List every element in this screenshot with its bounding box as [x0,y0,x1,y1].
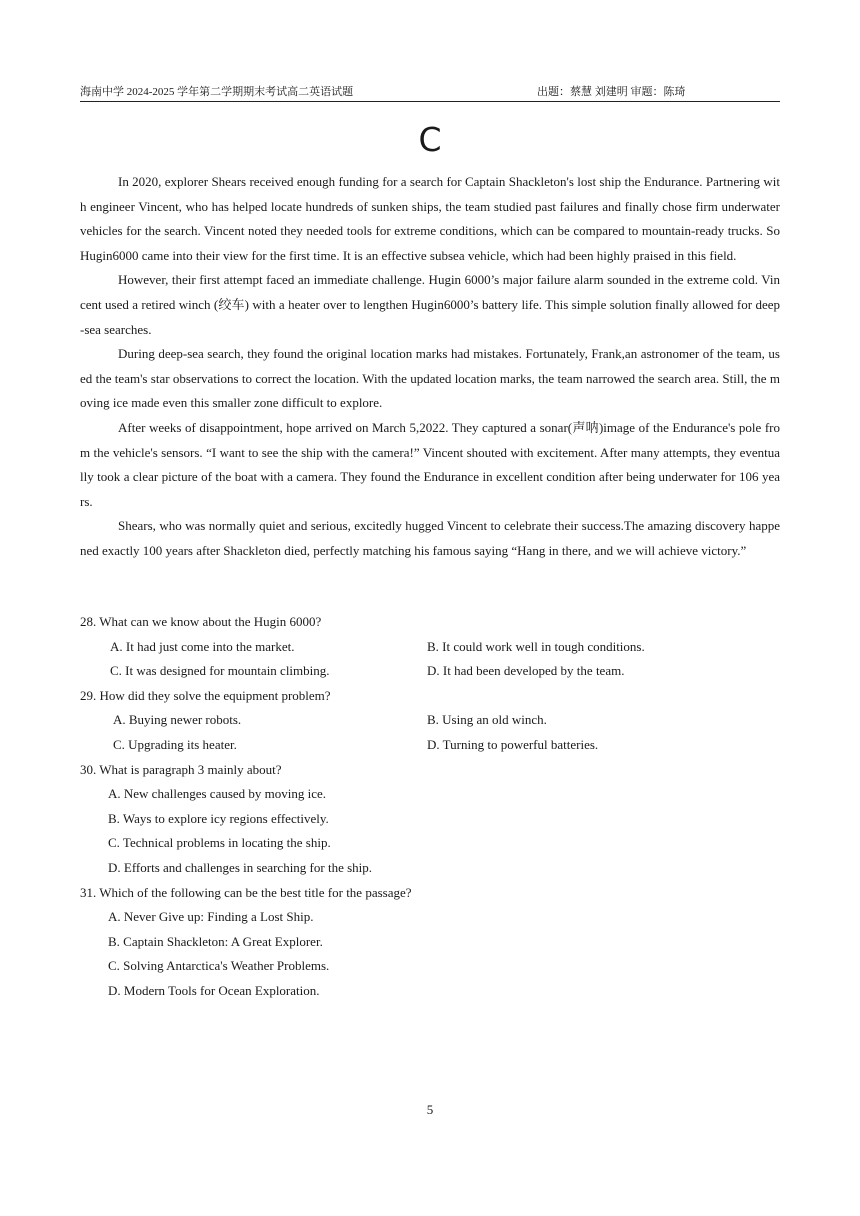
option-row [80,659,780,684]
question-28 [80,610,780,684]
option-row [80,708,780,733]
exam-title: 海南中学 2024-2025 学年第二学期期末考试高二英语试题 [80,86,354,98]
option-d: D. Efforts and challenges in searching for the ship. [108,859,373,875]
option-a: A. New challenges caused by moving ice. [108,786,327,802]
question-31 [80,881,780,1004]
option-a: A. Buying newer robots. [113,712,242,728]
passage-paragraph-5: Shears, who was normally quiet and serious, excitedly hugged Vincent to celebrate their success.The amazing discovery happened exactly 100 years after Shackleton died, perfectly matching his famous saying “Hang in there, and we will achieve victory.” [80,518,780,558]
question-29 [80,684,780,758]
option-b: B. Ways to explore icy regions effectively. [108,810,329,826]
page-number: 5 [426,1102,434,1117]
option-b: B. Using an old winch. [427,712,547,728]
option-a: A. Never Give up: Finding a Lost Ship. [108,909,314,925]
question-30 [80,758,780,881]
option-d: D. It had been developed by the team. [427,663,625,679]
exam-authors: 出题：蔡慧 刘建明 审题：陈琦 [537,86,686,98]
page-header [80,84,780,100]
reading-passage [80,170,780,564]
passage-paragraph-3: During deep-sea search, they found the original location marks had mistakes. Fortunately, Frank,an astronomer of the team, used the team's star observations to correct the location. With the updated location marks, the team narrowed the search area. Still, the moving ice made even this smaller zone difficult to explore. [80,346,780,411]
passage-paragraph-2: However, their first attempt faced an immediate challenge. Hugin 6000’s major failure alarm sounded in the extreme cold. Vincent used a retired winch (绞车) with a heater over to lengthen Hugin6000’s battery life. This simple solution finally allowed for deep-sea searches. [80,272,780,337]
option-a: A. It had just come into the market. [110,638,295,654]
option-c: C. Technical problems in locating the ship. [108,835,331,851]
option-c: C. It was designed for mountain climbing. [110,663,330,679]
header-divider [80,101,780,102]
question-stem: 30. What is paragraph 3 mainly about? [80,761,282,777]
option-b: B. It could work well in tough conditions. [427,638,645,654]
question-stem: 29. How did they solve the equipment problem? [80,687,331,703]
passage-paragraph-1: In 2020, explorer Shears received enough funding for a search for Captain Shackleton's lost ship the Endurance. Partnering with engineer Vincent, who has helped locate hundreds of sunken ships, the team studied past failures and finally chose firm underwater vehicles for the search. Vincent noted they needed tools for extreme conditions, which can be compared to mountain-ready trucks. So Hugin6000 came into their view for the first time. It is an effective subsea vehicle, which had been highly praised in this field. [80,174,780,263]
section-heading: C [418,120,442,159]
option-row [80,635,780,660]
option-d: D. Modern Tools for Ocean Exploration. [108,982,320,998]
option-d: D. Turning to powerful batteries. [427,736,599,752]
option-row [80,733,780,758]
question-list [80,610,780,1004]
passage-paragraph-4: After weeks of disappointment, hope arrived on March 5,2022. They captured a sonar(声呐)image of the Endurance's pole from the vehicle's sensors. “I want to see the ship with the camera!” Vincent shouted with excitement. After many attempts, they eventually took a clear picture of the boat with a camera. They found the Endurance in excellent condition after being underwater for 106 years. [80,419,780,509]
option-c: C. Solving Antarctica's Weather Problems. [108,958,330,974]
question-stem: 31. Which of the following can be the best title for the passage? [80,884,412,900]
option-b: B. Captain Shackleton: A Great Explorer. [108,933,323,949]
option-c: C. Upgrading its heater. [113,736,237,752]
question-stem: 28. What can we know about the Hugin 6000? [80,614,322,629]
